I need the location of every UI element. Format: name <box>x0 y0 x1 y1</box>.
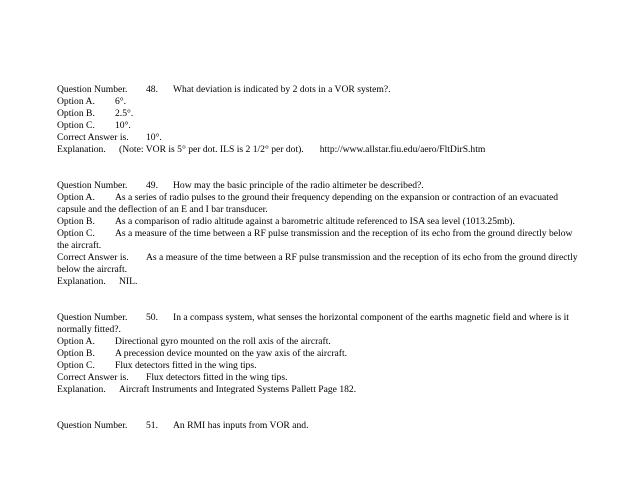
option-b-line <box>57 348 597 360</box>
question-49-line <box>57 180 597 192</box>
option-label: Option A. <box>57 192 95 203</box>
explanation-line <box>57 276 597 288</box>
question-number: 51. <box>146 420 158 431</box>
explanation-label: Explanation. <box>57 384 106 395</box>
option-c-line <box>57 360 597 372</box>
question-50-line <box>57 312 597 324</box>
correct-answer-line <box>57 372 597 384</box>
explanation-text: NIL. <box>119 276 138 287</box>
option-b-line <box>57 216 597 228</box>
correct-answer-continuation <box>57 264 597 276</box>
question-text: How may the basic principle of the radio altimeter be described?. <box>173 180 424 191</box>
option-label: Option C. <box>57 228 95 239</box>
question-text-cont: normally fitted?. <box>57 324 121 335</box>
answer-label: Correct Answer is. <box>57 132 129 143</box>
option-label: Option C. <box>57 120 95 131</box>
option-text: A precession device mounted on the yaw axis of the aircraft. <box>115 348 348 359</box>
question-label: Question Number. <box>57 312 128 323</box>
question-50-continuation <box>57 324 597 336</box>
correct-answer-line <box>57 252 597 264</box>
option-label: Option B. <box>57 216 95 227</box>
option-text: As a comparison of radio altitude against a barometric altitude referenced to ISA sea level (1013.25mb). <box>115 216 515 227</box>
option-a-line <box>57 336 597 348</box>
option-label: Option A. <box>57 96 95 107</box>
option-c-line <box>57 120 597 132</box>
answer-label: Correct Answer is. <box>57 372 129 383</box>
explanation-text: (Note: VOR is 5° per dot. ILS is 2 1/2° per dot). <box>119 144 304 155</box>
explanation-line <box>57 384 597 396</box>
explanation-label: Explanation. <box>57 144 106 155</box>
question-label: Question Number. <box>57 420 128 431</box>
option-text: Flux detectors fitted in the wing tips. <box>115 360 257 371</box>
option-text: 2.5°. <box>115 108 134 119</box>
option-a-line <box>57 96 597 108</box>
option-label: Option B. <box>57 348 95 359</box>
answer-text: Flux detectors fitted in the wing tips. <box>146 372 288 383</box>
option-label: Option B. <box>57 108 95 119</box>
question-text: In a compass system, what senses the horizontal component of the earths magnetic field and where is it <box>173 312 569 323</box>
question-number: 49. <box>146 180 158 191</box>
question-number: 50. <box>146 312 158 323</box>
option-c-line <box>57 228 597 240</box>
option-a-line <box>57 192 597 204</box>
option-text: Directional gyro mounted on the roll axis of the aircraft. <box>115 336 331 347</box>
question-text: What deviation is indicated by 2 dots in a VOR system?. <box>173 84 391 95</box>
explanation-line <box>57 144 597 156</box>
explanation-label: Explanation. <box>57 276 106 287</box>
option-c-continuation <box>57 240 597 252</box>
answer-text-cont: below the aircraft. <box>57 264 128 275</box>
answer-label: Correct Answer is. <box>57 252 129 263</box>
question-number: 48. <box>146 84 158 95</box>
answer-text: As a measure of the time between a RF pulse transmission and the reception of its echo from the ground directly <box>146 252 578 263</box>
question-48-line <box>57 84 597 96</box>
correct-answer-line <box>57 132 597 144</box>
question-label: Question Number. <box>57 180 128 191</box>
option-text-cont: the aircraft. <box>57 240 102 251</box>
explanation-text: Aircraft Instruments and Integrated Systems Pallett Page 182. <box>119 384 357 395</box>
option-text: 6°. <box>115 96 127 107</box>
question-text: An RMI has inputs from VOR and. <box>173 420 309 431</box>
option-text-cont: capsule and the deflection of an E and I bar transducer. <box>57 204 268 215</box>
option-text: As a series of radio pulses to the ground their frequency depending on the expansion or contraction of an evacuated <box>115 192 559 203</box>
explanation-link[interactable]: http://www.allstar.fiu.edu/aero/FltDirS.htm <box>319 144 486 155</box>
option-label: Option C. <box>57 360 95 371</box>
option-text: 10°. <box>115 120 131 131</box>
option-label: Option A. <box>57 336 95 347</box>
option-b-line <box>57 108 597 120</box>
answer-text: 10°. <box>146 132 162 143</box>
question-label: Question Number. <box>57 84 128 95</box>
option-a-continuation <box>57 204 597 216</box>
question-51-line <box>57 420 597 432</box>
option-text: As a measure of the time between a RF pulse transmission and the reception of its echo from the ground directly below <box>115 228 573 239</box>
